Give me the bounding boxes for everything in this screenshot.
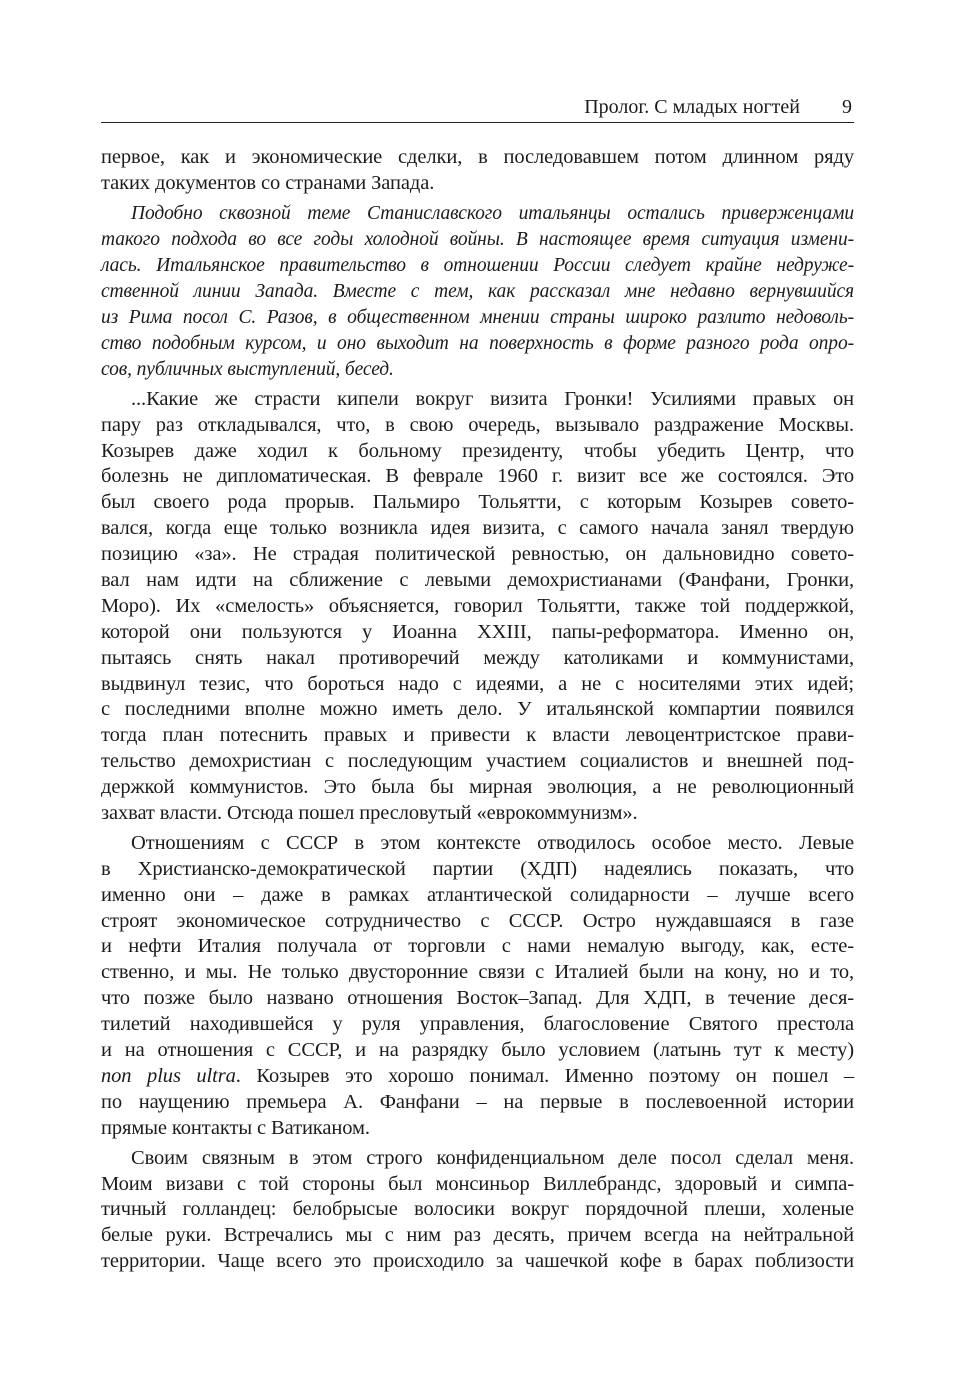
- text-line: захват власти. Отсюда пошел пресловутый «еврокоммунизм».: [101, 802, 638, 825]
- page-number: 9: [842, 96, 852, 118]
- text-line: Подобно сквозной теме Станиславского итальянцы остались приверженцами: [131, 202, 854, 224]
- text-line: с последними вполне можно иметь дело. У итальянской компартии появился: [101, 698, 854, 721]
- text-line: тогда план потеснить правых и привести к власти левоцентристское прави-: [101, 724, 854, 747]
- text-line: ...Какие же страсти кипели вокруг визита Гронки! Усилиями правых он: [131, 387, 854, 410]
- text-line: был своего рода прорыв. Пальмиро Тольятти, с которым Козырев совето-: [101, 491, 854, 514]
- text-line: вал нам идти на сближение с левыми демохристианами (Фанфани, Гронки,: [101, 569, 854, 592]
- paragraph-5: [101, 1146, 854, 1275]
- paragraph-3: [101, 387, 854, 827]
- text-line: сов, публичных выступлений, бесед.: [101, 358, 394, 380]
- paragraph-1: [101, 145, 854, 197]
- text-line: из Рима посол С. Разов, в общественном мнении страны широко разлито недоволь-: [101, 306, 854, 328]
- text-line: вался, когда еще только возникла идея визита, с самого начала занял твердую: [101, 517, 854, 540]
- text-line: строят экономическое сотрудничество с СССР. Остро нуждавшаяся в газе: [101, 909, 854, 932]
- text-line: лась. Итальянское правительство в отношении России следует крайне недруже-: [101, 254, 854, 276]
- text-line-rest: . Козырев это хорошо понимал. Именно поэтому он пошел –: [235, 1064, 854, 1087]
- text-line: такого подхода во все годы холодной войны. В настоящее время ситуация измени-: [101, 228, 854, 250]
- text-line: что позже было названо отношения Восток–Запад. Для ХДП, в течение деся-: [101, 987, 854, 1010]
- running-title: Пролог. С младых ногтей: [584, 96, 800, 118]
- text-line: позицию «за». Не страдая политической ревностью, он дальновидно совето-: [101, 543, 854, 566]
- text-line: первое, как и экономические сделки, в последовавшем потом длинном ряду: [101, 146, 854, 168]
- text-line: Отношениям с СССР в этом контексте отводилось особое место. Левые: [131, 831, 854, 854]
- text-line: в Христианско-демократической партии (ХДП) надеялись показать, что: [101, 857, 854, 880]
- text-line: держкой коммунистов. Это была бы мирная эволюция, а не революционный: [101, 776, 854, 799]
- italic-note: [101, 201, 854, 383]
- text-body: [101, 145, 854, 1275]
- text-line: Моро). Их «смелость» объясняется, говорил Тольятти, также той поддержкой,: [101, 594, 854, 617]
- text-line: болезнь не дипломатическая. В феврале 1960 г. визит все же состоялся. Это: [101, 465, 854, 488]
- paragraph-4: [101, 831, 854, 1142]
- latin-phrase: non plus ultra: [101, 1064, 236, 1087]
- text-line: по наущению премьера А. Фанфани – на первые в послевоенной истории: [101, 1090, 854, 1113]
- text-line: тилетий находившейся у руля управления, благословение Святого престола: [101, 1013, 854, 1036]
- text-line: Моим визави с той стороны был монсиньор Виллебрандс, здоровый и симпа-: [101, 1172, 854, 1195]
- text-line: ство подобным курсом, и оно выходит на поверхность в форме разного рода опро-: [101, 332, 854, 354]
- text-line: тичный голландец: белобрысые волосики вокруг порядочной плеши, холеные: [101, 1198, 854, 1221]
- text-line: и на отношения с СССР, и на разрядку было условием (латынь тут к месту): [101, 1039, 854, 1062]
- text-line: Козырев даже ходил к больному президенту, чтобы убедить Центр, что: [101, 439, 854, 462]
- text-line: таких документов со странами Запада.: [101, 171, 435, 194]
- text-line: тельство демохристиан с последующим участием социалистов и внешней под-: [101, 750, 854, 773]
- text-line: пытаясь снять накал противоречий между католиками и коммунистами,: [101, 646, 854, 669]
- text-line: прямые контакты с Ватиканом.: [101, 1116, 370, 1139]
- running-header: [101, 88, 854, 123]
- text-line: именно они – даже в рамках атлантической солидарности – лучше всего: [101, 883, 854, 906]
- text-line-latin: [101, 1064, 854, 1090]
- text-line: выдвинул тезис, что бороться надо с идеями, а не с носителями этих идей;: [101, 672, 854, 695]
- text-line: ственно, и мы. Не только двусторонние связи с Италией были на кону, но и то,: [101, 961, 854, 984]
- text-line: ственной линии Запада. Вместе с тем, как рассказал мне недавно вернувшийся: [101, 280, 854, 302]
- text-line: Своим связным в этом строго конфиденциальном деле посол сделал меня.: [131, 1146, 854, 1169]
- text-line: территории. Чаще всего это происходило за чашечкой кофе в барах поблизости: [101, 1250, 854, 1273]
- text-line: пару раз откладывался, что, в свою очередь, вызывало раздражение Москвы.: [101, 413, 854, 436]
- text-line: и нефти Италия получала от торговли с нами немалую выгоду, как, есте-: [101, 935, 854, 958]
- text-line: белые руки. Встречались мы с ним раз десять, причем всегда на нейтральной: [101, 1224, 854, 1247]
- text-line: которой они пользуются у Иоанна XXIII, папы-реформатора. Именно он,: [101, 620, 854, 643]
